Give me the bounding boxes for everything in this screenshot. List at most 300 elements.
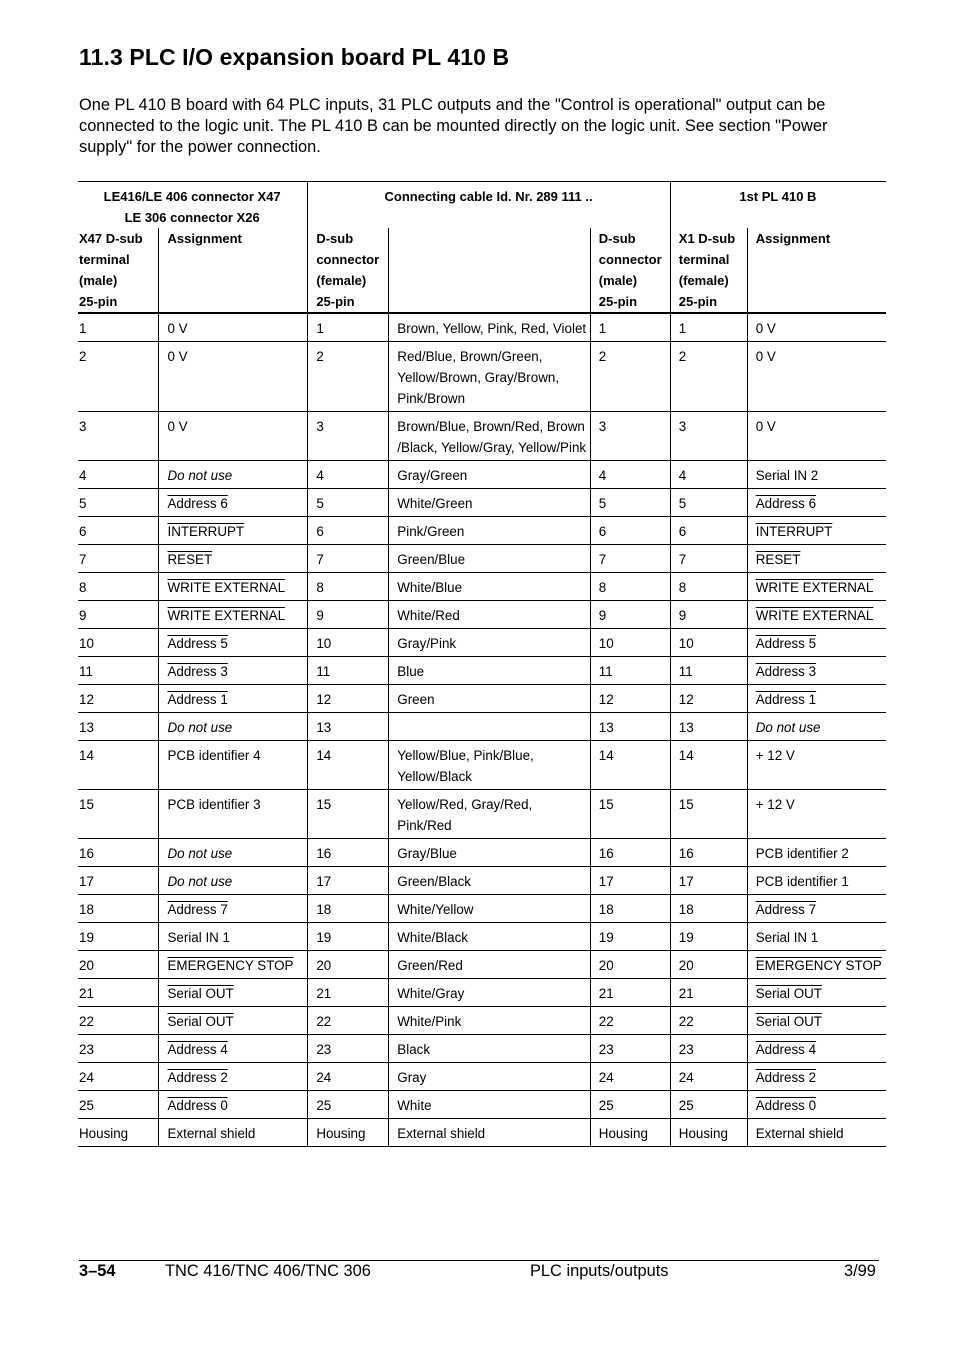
cell-text: Address 1 bbox=[167, 692, 228, 707]
cell-x47-pin bbox=[78, 629, 159, 657]
cell-x1-pin bbox=[670, 713, 747, 741]
col-header-dsub-male bbox=[590, 228, 670, 313]
cell-female-pin bbox=[308, 713, 389, 741]
cell-x47-pin bbox=[78, 713, 159, 741]
footer-rule bbox=[79, 1260, 879, 1261]
cell-text: 21 bbox=[316, 986, 332, 1001]
cell-wire-colors bbox=[389, 342, 590, 412]
col-header-x47-l3: (male) bbox=[79, 273, 118, 288]
cell-male-pin bbox=[590, 923, 670, 951]
cell-assignment-left bbox=[159, 790, 308, 839]
cell-wire-colors bbox=[389, 1119, 590, 1147]
cell-assignment-left bbox=[159, 685, 308, 713]
cell-wire-colors bbox=[389, 839, 590, 867]
col-header-x1-l3: (female) bbox=[678, 273, 729, 288]
cell-text: 11 bbox=[316, 664, 331, 679]
cell-female-pin bbox=[308, 601, 389, 629]
cell-male-pin bbox=[590, 342, 670, 412]
cell-text: 14 bbox=[598, 748, 614, 763]
cell-text: Do not use bbox=[167, 846, 233, 861]
cell-x47-pin bbox=[78, 461, 159, 489]
cell-x47-pin bbox=[78, 790, 159, 839]
cell-text: 3 bbox=[79, 419, 87, 434]
cell-x1-pin bbox=[670, 895, 747, 923]
cell-text: 25 bbox=[316, 1098, 332, 1113]
cell-female-pin bbox=[308, 1063, 389, 1091]
cell-text: 25 bbox=[678, 1098, 694, 1113]
cell-text: 5 bbox=[79, 496, 87, 511]
cell-text: + 12 V bbox=[755, 748, 795, 763]
cell-male-pin bbox=[590, 713, 670, 741]
cell-text: WRITE EXTERNAL bbox=[167, 608, 286, 623]
cell-text: Address 6 bbox=[755, 496, 817, 511]
cell-text: 12 bbox=[79, 692, 94, 707]
cell-assignment-right bbox=[747, 895, 886, 923]
cell-male-pin bbox=[590, 629, 670, 657]
cell-female-pin bbox=[308, 1119, 389, 1147]
cell-female-pin bbox=[308, 313, 389, 342]
table-row bbox=[78, 517, 886, 545]
cell-text: 17 bbox=[678, 874, 694, 889]
cell-text: 17 bbox=[79, 874, 94, 889]
page-number: 3–54 bbox=[79, 1262, 116, 1280]
cell-text: Housing bbox=[598, 1126, 648, 1141]
col-header-dsub-female bbox=[308, 228, 389, 313]
cell-wire-colors bbox=[389, 790, 590, 839]
cell-text: Do not use bbox=[167, 468, 233, 483]
cell-text: 0 V bbox=[167, 349, 188, 364]
cell-text: 3 bbox=[678, 419, 687, 434]
cell-text: Gray/Blue bbox=[397, 846, 457, 861]
cell-text: Address 6 bbox=[167, 496, 228, 511]
group-header-row bbox=[78, 182, 886, 229]
cell-wire-colors bbox=[389, 489, 590, 517]
cell-x1-pin bbox=[670, 790, 747, 839]
cell-text: 4 bbox=[79, 468, 87, 483]
cell-assignment-right bbox=[747, 951, 886, 979]
cell-assignment-right bbox=[747, 657, 886, 685]
cell-text: Address 3 bbox=[755, 664, 817, 679]
cell-male-pin bbox=[590, 951, 670, 979]
table-row bbox=[78, 1119, 886, 1147]
table-row bbox=[78, 979, 886, 1007]
cell-text: Do not use bbox=[167, 874, 233, 889]
cell-text: White/Green bbox=[397, 496, 473, 511]
cell-x47-pin bbox=[78, 412, 159, 461]
cell-text: 11 bbox=[598, 664, 613, 679]
cell-text: 13 bbox=[598, 720, 614, 735]
cell-x1-pin bbox=[670, 1119, 747, 1147]
cell-assignment-left bbox=[159, 923, 308, 951]
cell-text: EMERGENCY STOP bbox=[167, 958, 294, 973]
cell-x47-pin bbox=[78, 979, 159, 1007]
cell-text: 24 bbox=[79, 1070, 94, 1085]
cell-text: 24 bbox=[316, 1070, 332, 1085]
cell-text: Address 3 bbox=[167, 664, 228, 679]
cell-text: 7 bbox=[598, 552, 607, 567]
connector-pin-table bbox=[78, 181, 886, 1147]
cell-wire-colors bbox=[389, 629, 590, 657]
cell-assignment-right bbox=[747, 573, 886, 601]
cell-wire-colors bbox=[389, 313, 590, 342]
col-header-assignment-right: Assignment bbox=[747, 228, 886, 313]
cell-text: Housing bbox=[678, 1126, 728, 1141]
cell-x1-pin bbox=[670, 629, 747, 657]
cell-female-pin bbox=[308, 895, 389, 923]
cell-text: 6 bbox=[316, 524, 324, 539]
cell-assignment-left bbox=[159, 1119, 308, 1147]
cell-text: 14 bbox=[678, 748, 694, 763]
cell-text: 9 bbox=[678, 608, 687, 623]
cell-assignment-right bbox=[747, 867, 886, 895]
table-row bbox=[78, 313, 886, 342]
cell-assignment-left bbox=[159, 1007, 308, 1035]
cell-text: Address 4 bbox=[167, 1042, 228, 1057]
cell-text: 23 bbox=[598, 1042, 614, 1057]
footer-section: PLC inputs/outputs bbox=[530, 1262, 669, 1280]
table-row bbox=[78, 923, 886, 951]
cell-female-pin bbox=[308, 461, 389, 489]
cell-x1-pin bbox=[670, 601, 747, 629]
cell-text: 9 bbox=[79, 608, 87, 623]
cell-wire-colors bbox=[389, 1091, 590, 1119]
col-header-dsub-male-l1: D-sub bbox=[598, 231, 636, 246]
col-header-dsub-female-l1: D-sub bbox=[316, 231, 354, 246]
cell-text: Serial OUT bbox=[755, 1014, 822, 1029]
cell-text: External shield bbox=[755, 1126, 844, 1141]
table-row bbox=[78, 342, 886, 412]
cell-text: 19 bbox=[598, 930, 614, 945]
cell-text: 8 bbox=[79, 580, 87, 595]
cell-text: 21 bbox=[79, 986, 94, 1001]
cell-wire-colors bbox=[389, 601, 590, 629]
cell-wire-colors bbox=[389, 741, 590, 790]
cell-text: 23 bbox=[316, 1042, 332, 1057]
cell-assignment-right bbox=[747, 1119, 886, 1147]
cell-assignment-right bbox=[747, 1063, 886, 1091]
col-header-wire-colors bbox=[389, 228, 590, 313]
cell-wire-colors bbox=[389, 867, 590, 895]
cell-x1-pin bbox=[670, 412, 747, 461]
cell-x1-pin bbox=[670, 867, 747, 895]
cell-male-pin bbox=[590, 545, 670, 573]
cell-text: 22 bbox=[598, 1014, 614, 1029]
cell-female-pin bbox=[308, 979, 389, 1007]
cell-text: 9 bbox=[598, 608, 607, 623]
cell-female-pin bbox=[308, 1007, 389, 1035]
cell-female-pin bbox=[308, 629, 389, 657]
cell-x47-pin bbox=[78, 313, 159, 342]
cell-text: 16 bbox=[598, 846, 614, 861]
cell-text: Serial IN 1 bbox=[167, 930, 230, 945]
cell-text: 1 bbox=[316, 321, 324, 336]
cell-x1-pin bbox=[670, 657, 747, 685]
cell-female-pin bbox=[308, 741, 389, 790]
table-row bbox=[78, 1063, 886, 1091]
cell-text: White/Gray bbox=[397, 986, 465, 1001]
table-row bbox=[78, 489, 886, 517]
group-left-line2: LE 306 connector X26 bbox=[124, 210, 260, 225]
cell-text: Serial IN 2 bbox=[755, 468, 819, 483]
cell-female-pin bbox=[308, 1035, 389, 1063]
cell-x1-pin bbox=[670, 1035, 747, 1063]
cell-x1-pin bbox=[670, 461, 747, 489]
cell-text: Green/Black bbox=[397, 874, 471, 889]
cell-wire-colors bbox=[389, 657, 590, 685]
cell-wire-colors bbox=[389, 412, 590, 461]
cell-wire-colors bbox=[389, 1035, 590, 1063]
cell-text: White bbox=[397, 1098, 432, 1113]
cell-text: 22 bbox=[79, 1014, 94, 1029]
group-middle: Connecting cable Id. Nr. 289 111 .. bbox=[308, 182, 670, 229]
cell-assignment-right bbox=[747, 790, 886, 839]
cell-wire-colors bbox=[389, 1063, 590, 1091]
cell-text: 13 bbox=[678, 720, 694, 735]
cell-assignment-left bbox=[159, 867, 308, 895]
cell-x47-pin bbox=[78, 951, 159, 979]
group-left-line1: LE416/LE 406 connector X47 bbox=[103, 189, 281, 204]
cell-assignment-right bbox=[747, 1091, 886, 1119]
cell-text: 12 bbox=[678, 692, 694, 707]
cell-text: 2 bbox=[316, 349, 324, 364]
cell-text: 20 bbox=[316, 958, 332, 973]
cell-assignment-right bbox=[747, 461, 886, 489]
cell-x47-pin bbox=[78, 1007, 159, 1035]
cell-text: 16 bbox=[79, 846, 94, 861]
cell-assignment-left bbox=[159, 1035, 308, 1063]
cell-text: 24 bbox=[598, 1070, 614, 1085]
table-row bbox=[78, 867, 886, 895]
table-row bbox=[78, 839, 886, 867]
cell-text: 15 bbox=[598, 797, 614, 812]
col-header-x47-l2: terminal bbox=[79, 252, 130, 267]
cell-text: PCB identifier 3 bbox=[167, 797, 261, 812]
cell-female-pin bbox=[308, 573, 389, 601]
cell-text: 3 bbox=[598, 419, 607, 434]
cell-x47-pin bbox=[78, 342, 159, 412]
cell-x47-pin bbox=[78, 839, 159, 867]
cell-text: External shield bbox=[167, 1126, 256, 1141]
cell-male-pin bbox=[590, 601, 670, 629]
cell-text: Blue bbox=[397, 664, 425, 679]
cell-assignment-right bbox=[747, 629, 886, 657]
cell-text: 20 bbox=[598, 958, 614, 973]
cell-text: PCB identifier 1 bbox=[755, 874, 849, 889]
cell-text: EMERGENCY STOP bbox=[755, 958, 882, 973]
cell-text: 16 bbox=[678, 846, 694, 861]
cell-text: 19 bbox=[678, 930, 694, 945]
table-row bbox=[78, 790, 886, 839]
cell-text: 19 bbox=[316, 930, 332, 945]
cell-text: 7 bbox=[79, 552, 87, 567]
cell-text: 6 bbox=[79, 524, 87, 539]
cell-assignment-right bbox=[747, 839, 886, 867]
cell-text: 7 bbox=[316, 552, 324, 567]
col-header-x1 bbox=[670, 228, 747, 313]
cell-male-pin bbox=[590, 313, 670, 342]
cell-assignment-right bbox=[747, 517, 886, 545]
column-header-row bbox=[78, 228, 886, 313]
cell-text: 6 bbox=[678, 524, 687, 539]
cell-assignment-left bbox=[159, 489, 308, 517]
cell-text: White/Red bbox=[397, 608, 460, 623]
cell-wire-colors bbox=[389, 1007, 590, 1035]
col-header-x47 bbox=[78, 228, 159, 313]
cell-assignment-right bbox=[747, 741, 886, 790]
cell-male-pin bbox=[590, 1091, 670, 1119]
cell-text: 21 bbox=[598, 986, 614, 1001]
cell-text: Yellow/Red, Gray/Red, Pink/Red bbox=[397, 797, 533, 833]
cell-x1-pin bbox=[670, 573, 747, 601]
cell-text: 8 bbox=[316, 580, 324, 595]
cell-text: External shield bbox=[397, 1126, 486, 1141]
cell-assignment-left bbox=[159, 601, 308, 629]
table-row bbox=[78, 545, 886, 573]
cell-x47-pin bbox=[78, 601, 159, 629]
cell-male-pin bbox=[590, 1035, 670, 1063]
cell-wire-colors bbox=[389, 685, 590, 713]
cell-x1-pin bbox=[670, 313, 747, 342]
cell-male-pin bbox=[590, 1119, 670, 1147]
cell-text: 23 bbox=[79, 1042, 94, 1057]
cell-text: RESET bbox=[167, 552, 213, 567]
cell-x1-pin bbox=[670, 489, 747, 517]
cell-text: 18 bbox=[598, 902, 614, 917]
cell-wire-colors bbox=[389, 979, 590, 1007]
cell-x47-pin bbox=[78, 1035, 159, 1063]
cell-text: Gray bbox=[397, 1070, 427, 1085]
cell-text: 6 bbox=[598, 524, 607, 539]
cell-assignment-right bbox=[747, 1007, 886, 1035]
cell-x47-pin bbox=[78, 1119, 159, 1147]
cell-male-pin bbox=[590, 517, 670, 545]
cell-x1-pin bbox=[670, 545, 747, 573]
col-header-x47-l4: 25-pin bbox=[79, 294, 118, 309]
cell-assignment-left bbox=[159, 951, 308, 979]
cell-x1-pin bbox=[670, 342, 747, 412]
table-row bbox=[78, 1091, 886, 1119]
cell-text: 13 bbox=[79, 720, 94, 735]
cell-text: Green/Red bbox=[397, 958, 463, 973]
cell-wire-colors bbox=[389, 951, 590, 979]
cell-text: 0 V bbox=[755, 321, 776, 336]
cell-assignment-left bbox=[159, 657, 308, 685]
cell-text: 22 bbox=[678, 1014, 694, 1029]
cell-text: Black bbox=[397, 1042, 431, 1057]
table-row bbox=[78, 713, 886, 741]
cell-text: WRITE EXTERNAL bbox=[167, 580, 286, 595]
cell-text: 0 V bbox=[167, 321, 188, 336]
cell-text: Serial OUT bbox=[167, 1014, 234, 1029]
cell-text: 12 bbox=[316, 692, 332, 707]
cell-text: 18 bbox=[316, 902, 332, 917]
cell-text: Address 2 bbox=[167, 1070, 228, 1085]
cell-text: 25 bbox=[79, 1098, 94, 1113]
cell-assignment-left bbox=[159, 839, 308, 867]
cell-text: 8 bbox=[678, 580, 687, 595]
cell-text: 1 bbox=[79, 321, 87, 336]
cell-text: 12 bbox=[598, 692, 614, 707]
cell-wire-colors bbox=[389, 545, 590, 573]
cell-x47-pin bbox=[78, 741, 159, 790]
table-row bbox=[78, 412, 886, 461]
cell-assignment-left bbox=[159, 313, 308, 342]
cell-text: 0 V bbox=[755, 349, 776, 364]
cell-female-pin bbox=[308, 412, 389, 461]
cell-text: 10 bbox=[598, 636, 614, 651]
cell-x47-pin bbox=[78, 1091, 159, 1119]
cell-female-pin bbox=[308, 489, 389, 517]
cell-text: Address 7 bbox=[755, 902, 817, 917]
col-header-dsub-male-l2: connector bbox=[598, 252, 662, 267]
cell-text: 0 V bbox=[167, 419, 188, 434]
cell-text: Address 4 bbox=[755, 1042, 817, 1057]
cell-x1-pin bbox=[670, 1063, 747, 1091]
cell-x1-pin bbox=[670, 923, 747, 951]
cell-assignment-left bbox=[159, 1091, 308, 1119]
cell-assignment-right bbox=[747, 313, 886, 342]
section-title: 11.3 PLC I/O expansion board PL 410 B bbox=[79, 44, 510, 70]
cell-assignment-right bbox=[747, 685, 886, 713]
cell-text: Green bbox=[397, 692, 435, 707]
cell-wire-colors bbox=[389, 895, 590, 923]
cell-assignment-left bbox=[159, 741, 308, 790]
cell-assignment-left bbox=[159, 1063, 308, 1091]
cell-text: 15 bbox=[316, 797, 332, 812]
cell-text: 20 bbox=[678, 958, 694, 973]
cell-wire-colors bbox=[389, 517, 590, 545]
cell-text: 15 bbox=[678, 797, 694, 812]
cell-text: Address 1 bbox=[755, 692, 817, 707]
cell-x1-pin bbox=[670, 1091, 747, 1119]
cell-female-pin bbox=[308, 923, 389, 951]
table-row bbox=[78, 685, 886, 713]
cell-text: 2 bbox=[598, 349, 607, 364]
cell-text: Serial IN 1 bbox=[755, 930, 819, 945]
col-header-dsub-female-l3: (female) bbox=[316, 273, 367, 288]
cell-x47-pin bbox=[78, 573, 159, 601]
cell-text: Address 2 bbox=[755, 1070, 817, 1085]
cell-text: Serial OUT bbox=[167, 986, 234, 1001]
col-header-dsub-male-l4: 25-pin bbox=[598, 294, 638, 309]
cell-text: 1 bbox=[678, 321, 687, 336]
col-header-assignment-left: Assignment bbox=[159, 228, 308, 313]
cell-text: 5 bbox=[598, 496, 607, 511]
cell-assignment-left bbox=[159, 573, 308, 601]
cell-wire-colors bbox=[389, 461, 590, 489]
cell-text: 5 bbox=[316, 496, 324, 511]
cell-assignment-right bbox=[747, 489, 886, 517]
cell-male-pin bbox=[590, 412, 670, 461]
cell-x47-pin bbox=[78, 685, 159, 713]
cell-x47-pin bbox=[78, 517, 159, 545]
cell-assignment-left bbox=[159, 895, 308, 923]
cell-text: 9 bbox=[316, 608, 324, 623]
cell-text: Address 5 bbox=[167, 636, 228, 651]
cell-assignment-right bbox=[747, 545, 886, 573]
cell-assignment-left bbox=[159, 461, 308, 489]
table-row bbox=[78, 601, 886, 629]
cell-text: 2 bbox=[79, 349, 87, 364]
table-row bbox=[78, 951, 886, 979]
cell-x47-pin bbox=[78, 489, 159, 517]
cell-text: 24 bbox=[678, 1070, 694, 1085]
cell-text: RESET bbox=[755, 552, 801, 567]
cell-assignment-right bbox=[747, 412, 886, 461]
cell-text: 15 bbox=[79, 797, 94, 812]
cell-text: + 12 V bbox=[755, 797, 795, 812]
cell-text: Housing bbox=[316, 1126, 366, 1141]
